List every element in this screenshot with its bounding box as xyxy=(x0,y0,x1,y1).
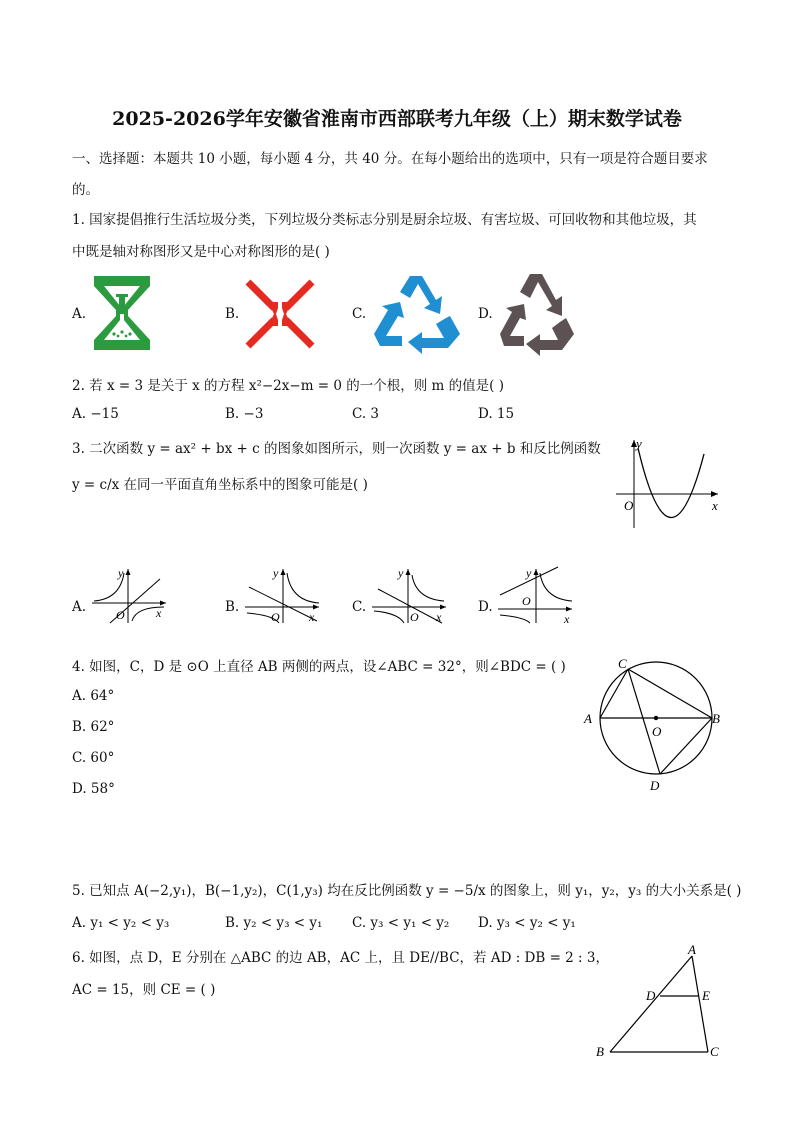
q3d-origin-label: O xyxy=(522,594,531,608)
q3b-y-label: y xyxy=(273,566,279,580)
q4-option-b: B. 62° xyxy=(72,719,115,735)
q3-option-a-graph xyxy=(90,565,170,625)
q5-option-b: B. y₂ < y₃ < y₁ xyxy=(225,915,323,931)
q3-option-c-label: C. xyxy=(352,599,367,615)
q4-option-c: C. 60° xyxy=(72,750,115,766)
q3b-x-label: x xyxy=(309,610,315,624)
q1-option-a-label: A. xyxy=(72,306,87,322)
q3-option-d-graph xyxy=(496,565,576,625)
q4-option-a: A. 64° xyxy=(72,688,115,704)
q4-option-d: D. 58° xyxy=(72,781,115,797)
q5-stem: 5. 已知点 A(−2,y₁)，B(−1,y₂)，C(1,y₃) 均在反比例函数 y = −5/x 的图象上，则 y₁，y₂，y₃ 的大小关系是( ) xyxy=(72,883,742,899)
other-waste-icon xyxy=(496,270,576,356)
q3-origin-label: O xyxy=(624,498,634,513)
q3-parabola-figure xyxy=(612,434,722,530)
recyclable-icon xyxy=(370,272,462,354)
q3-axis-y-label: y xyxy=(636,436,642,451)
q2-stem: 2. 若 x = 3 是关于 x 的方程 x²−2x−m = 0 的一个根，则 m 的值是( ) xyxy=(72,378,504,394)
page-title: 2025-2026学年安徽省淮南市西部联考九年级（上）期末数学试卷 xyxy=(112,108,682,130)
q3-axis-x-label: x xyxy=(712,498,718,513)
q3-stem: 3. 二次函数 y = ax² + bx + c 的图象如图所示，则一次函数 y = ax + b 和反比例函数 xyxy=(72,441,601,457)
section-heading: 一、选择题：本题共 10 小题，每小题 4 分，共 40 分。在每小题给出的选项中，只有一项是符合题目要求 xyxy=(72,151,708,167)
q3-option-b-graph xyxy=(243,565,323,625)
q3a-y-label: y xyxy=(118,566,124,580)
q3d-x-label: x xyxy=(564,612,570,625)
q6-point-a: A xyxy=(688,942,696,957)
q2-option-d: D. 15 xyxy=(478,406,515,422)
q3a-x-label: x xyxy=(156,606,162,620)
q3b-origin-label: O xyxy=(271,610,280,624)
q1-stem-cont: 中既是轴对称图形又是中心对称图形的是( ) xyxy=(72,244,330,260)
q3a-origin-label: O xyxy=(116,608,125,622)
q4-point-o: O xyxy=(652,724,662,739)
q3-option-c-graph xyxy=(370,565,450,625)
q1-option-b-label: B. xyxy=(225,306,240,322)
q6-triangle-figure xyxy=(590,940,730,1062)
q4-stem: 4. 如图，C，D 是 ⊙O 上直径 AB 两侧的两点，设∠ABC = 32°，则∠BDC = ( ) xyxy=(72,659,566,675)
section-heading-cont: 的。 xyxy=(72,182,99,198)
q3c-y-label: y xyxy=(398,566,404,580)
q5-option-a: A. y₁ < y₂ < y₃ xyxy=(72,915,170,931)
q3-option-d-label: D. xyxy=(478,599,493,615)
q4-point-c: C xyxy=(618,656,627,671)
q4-point-d: D xyxy=(650,778,660,793)
q3d-y-label: y xyxy=(526,566,532,580)
q1-option-d-label: D. xyxy=(478,306,493,322)
hazardous-waste-icon xyxy=(244,278,316,350)
q2-option-a: A. −15 xyxy=(72,406,119,422)
q4-point-a: A xyxy=(584,711,592,726)
q4-circle-figure xyxy=(580,652,728,798)
q6-point-e: E xyxy=(702,988,710,1003)
food-waste-icon xyxy=(90,272,154,354)
q3c-origin-label: O xyxy=(410,610,419,624)
q1-option-c-label: C. xyxy=(352,306,367,322)
q6-point-d: D xyxy=(646,988,656,1003)
q3-option-b-label: B. xyxy=(225,599,240,615)
q2-option-c: C. 3 xyxy=(352,406,380,422)
q1-stem: 1. 国家提倡推行生活垃圾分类，下列垃圾分类标志分别是厨余垃圾、有害垃圾、可回收物和其他垃圾，其 xyxy=(72,212,697,228)
q6-stem: 6. 如图，点 D，E 分别在 △ABC 的边 AB，AC 上，且 DE//BC，若 AD : DB = 2 : 3， xyxy=(72,950,609,966)
q4-point-b: B xyxy=(712,711,720,726)
q5-option-c: C. y₃ < y₁ < y₂ xyxy=(352,915,450,931)
q2-option-b: B. −3 xyxy=(225,406,264,422)
q5-option-d: D. y₃ < y₂ < y₁ xyxy=(478,915,576,931)
q3c-x-label: x xyxy=(436,610,442,624)
q6-stem-cont: AC = 15，则 CE = ( ) xyxy=(72,982,216,998)
q3-option-a-label: A. xyxy=(72,599,87,615)
q6-point-b: B xyxy=(596,1044,604,1059)
q3-stem-cont: y = c/x 在同一平面直角坐标系中的图象可能是( ) xyxy=(72,477,368,493)
q6-point-c: C xyxy=(710,1044,719,1059)
